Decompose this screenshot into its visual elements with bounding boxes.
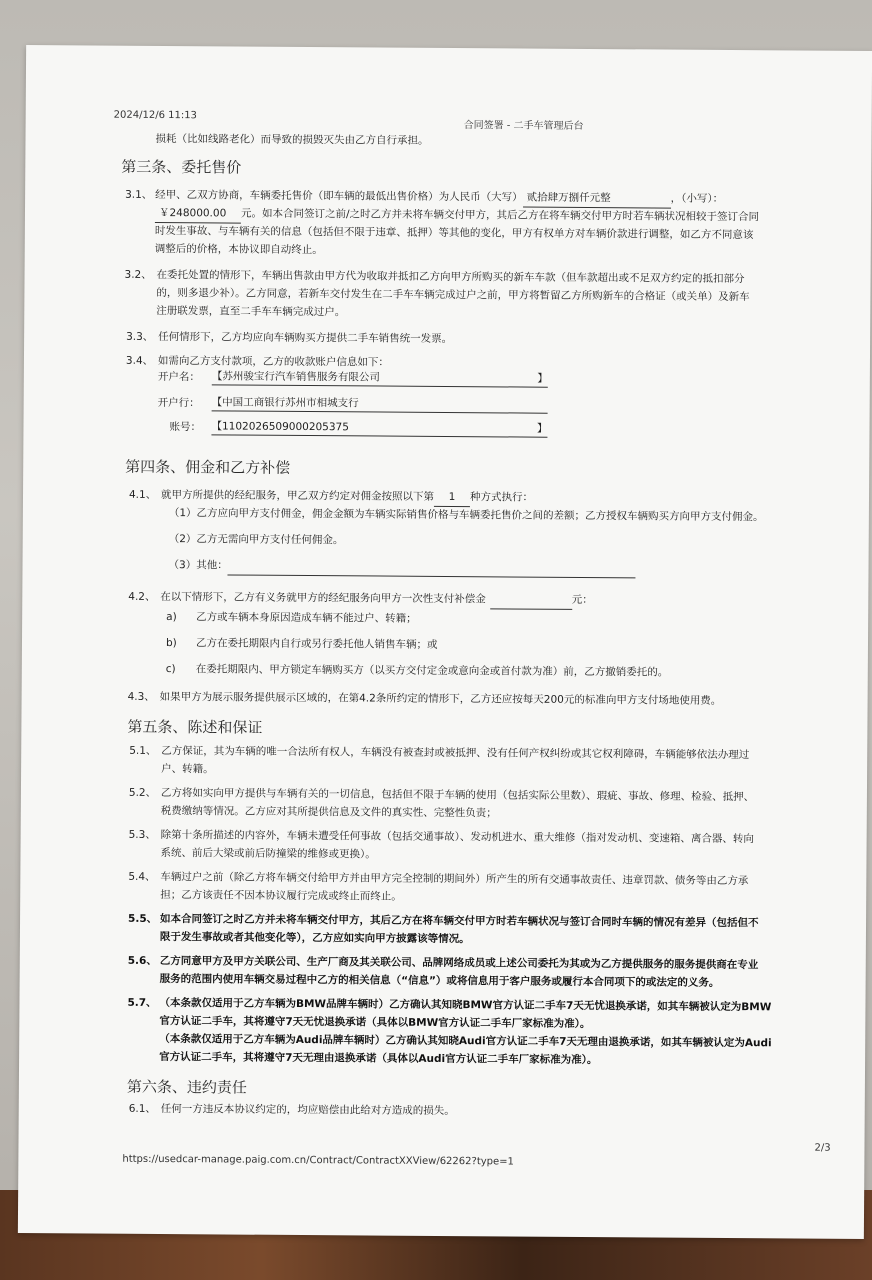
page-number: 2/3 <box>814 1142 831 1154</box>
account-name-value: 苏州骏宝行汽车销售服务有限公司 <box>222 370 380 384</box>
clause-3-2-number: 3.2、 <box>124 268 152 281</box>
commission-option-1: （1）乙方应向甲方支付佣金，佣金金额为车辆实际销售价格与车辆委托售价之间的差额；乙方授权车辆购买方向甲方支付佣金。 <box>168 507 764 524</box>
bank-field <box>212 394 548 413</box>
clause-3-1-line-3: 时发生事故、与车辆有关的信息（包括但不限于违章、抵押）等其他的变化，甲方有权单方对车辆价款进行调整，如乙方不同意该 <box>154 224 754 242</box>
clause-3-2-line-1: 在委托处置的情形下，车辆出售款由甲方代为收取并抵扣乙方向甲方所购买的新车车款（但车款超出或不足双方约定的抵扣部分 <box>156 268 745 286</box>
clause-3-4-line-1: 如需向乙方支付款项，乙方的收款账户信息如下： <box>157 354 389 369</box>
clause-4-2-c-label: c) <box>165 663 176 676</box>
bracket-open-icon: 【 <box>211 420 223 433</box>
clause-4-3-number: 4.3、 <box>127 690 155 703</box>
clause-5-1-line-1: 乙方保证，其为车辆的唯一合法所有权人，车辆没有被查封或被抵押、没有任何产权纠纷或其它权利障碍，车辆能够依法办理过 <box>161 745 750 762</box>
intro-line: 损耗（比如线路老化）而导致的损毁灭失由乙方自行承担。 <box>155 132 429 147</box>
contract-page <box>18 45 872 1239</box>
clause-4-1-text-b: 种方式执行： <box>469 491 534 504</box>
commission-option-3-label: （3）其他： <box>168 559 228 572</box>
commission-option-2: （2）乙方无需向甲方支付任何佣金。 <box>168 533 344 547</box>
page-url[interactable]: https://usedcar-manage.paig.com.cn/Contract/ContractXXView/62262?type=1 <box>122 1153 514 1168</box>
account-number-value: 1102026509000205375 <box>221 420 349 434</box>
clause-4-2-text-a: 在以下情形下，乙方有义务就甲方的经纪服务向甲方一次性支付补偿金 <box>160 591 486 606</box>
clause-5-4-line-2: 担；乙方该责任不因本协议履行完成或终止而终止。 <box>160 889 402 903</box>
clause-5-5-number: 5.5、 <box>128 912 158 925</box>
clause-4-2-number: 4.2、 <box>128 590 156 603</box>
account-name-label: 开户名： <box>157 370 200 384</box>
bracket-open-icon: 【 <box>211 396 223 409</box>
amount-in-figures: ￥248000.00 <box>155 204 241 224</box>
bracket-close-icon: 】 <box>536 422 548 435</box>
section-6-title: 第六条、违约责任 <box>126 1077 247 1097</box>
clause-3-3-number: 3.3、 <box>126 330 154 343</box>
amount-in-words: 贰拾肆万捌仟元整 <box>523 189 671 209</box>
clause-3-3-line-1: 任何情形下，乙方均应向车辆购买方提供二手车销售统一发票。 <box>158 330 453 346</box>
account-name-field <box>212 368 548 387</box>
bracket-open-icon: 【 <box>211 370 223 383</box>
clause-5-4-number: 5.4、 <box>128 870 156 883</box>
clause-3-4-number: 3.4、 <box>125 354 154 367</box>
bank-value: 中国工商银行苏州市相城支行 <box>222 396 359 410</box>
section-5-title: 第五条、陈述和保证 <box>127 717 263 737</box>
clause-3-2-line-2: 的，则多退少补）。乙方同意，若新车交付发生在二手车车辆完成过户之前，甲方将暂留乙方所购新车的合格证（或关单）及新车 <box>156 286 750 304</box>
clause-3-1-line-4: 调整后的价格，本协议即自动终止。 <box>154 242 323 257</box>
print-page-title: 合同签署 - 二手车管理后台 <box>463 120 584 132</box>
clause-3-1-text-c: 元。如本合同签订之前/之时乙方并未将车辆交付甲方，其后乙方在将车辆交付甲方时若车辆状况相较于签订合同 <box>240 207 760 224</box>
clause-5-2-line-1: 乙方将如实向甲方提供与车辆有关的一切信息，包括但不限于车辆的使用（包括实际公里数）、瑕疵、事故、修理、检验、抵押、 <box>160 787 755 804</box>
section-3-title: 第三条、委托售价 <box>121 157 242 177</box>
clause-5-6-number: 5.6、 <box>127 954 157 967</box>
clause-4-3-line-1: 如果甲方为展示服务提供展示区域的，在第4.2条所约定的情形下，乙方还应按每天200元的标准向甲方支付场地使用费。 <box>159 691 722 707</box>
clause-5-6-line-2: 服务的范围内使用车辆交易过程中乙方的相关信息（“信息”）或将信息用于客户服务或履行本合同项下的或法定的义务。 <box>159 973 720 989</box>
clause-5-3-line-2: 系统、前后大梁或前后防撞梁的维修或更换）。 <box>160 847 376 861</box>
clause-4-2-b: 乙方在委托期限内自行或另行委托他人销售车辆；或 <box>195 637 438 651</box>
clause-3-2-line-3: 注册联发票，直至二手车车辆完成过户。 <box>156 304 346 319</box>
clause-5-2-line-2: 税费缴纳等情况。乙方应对其所提供信息及文件的真实性、完整性负责； <box>160 805 497 820</box>
clause-5-7-line-3: （本条款仅适用于乙方车辆为Audi品牌车辆时）乙方确认其知晓Audi官方认证二手车7天无理由退换承诺，如其车辆被认定为Audi <box>159 1033 772 1050</box>
clause-5-5-line-2: 限于发生事故或者其他变化等），乙方应如实向甲方披露该等情况。 <box>159 931 470 946</box>
clause-5-1-line-2: 户、转籍。 <box>161 763 214 776</box>
clause-4-2-a-label: a) <box>166 611 177 624</box>
clause-4-2-c: 在委托期限内、甲方锁定车辆购买方（以买方交付定金或意向金或首付款为准）前，乙方撤销委托的。 <box>195 663 669 679</box>
clause-5-6-line-1: 乙方同意甲方及甲方关联公司、生产厂商及其关联公司、品牌网络成员或上述公司委托为其或为乙方提供服务的服务提供商在专业 <box>159 955 759 972</box>
clause-3-1-number: 3.1、 <box>125 188 153 201</box>
clause-4-2-a: 乙方或车辆本身原因造成车辆不能过户、转籍； <box>196 611 417 625</box>
clause-5-5-line-1: 如本合同签订之时乙方并未将车辆交付甲方，其后乙方在将车辆交付甲方时若车辆状况与签订合同时车辆的情况有差异（包括但不 <box>160 913 759 930</box>
clause-5-2-number: 5.2、 <box>128 786 157 799</box>
commission-option-3 <box>168 556 635 578</box>
bracket-close-icon: 】 <box>537 372 548 385</box>
clause-3-1-text-a: 经甲、乙双方协商，车辆委托售价（即车辆的最低出售价格）为人民币（大写） <box>155 188 523 204</box>
account-number-label: 账号： <box>169 421 202 434</box>
clause-5-7-line-4: 官方认证二手车，其将遵守7天无理由退换承诺（具体以Audi官方认证二手车厂家标准为准）。 <box>159 1051 598 1067</box>
clause-4-1-number: 4.1、 <box>128 488 157 501</box>
clause-4-1-text-a: 就甲方所提供的经纪服务，甲乙双方约定对佣金按照以下第 <box>160 489 435 503</box>
clause-5-3-number: 5.3、 <box>128 828 156 841</box>
section-4-title: 第四条、佣金和乙方补偿 <box>125 457 291 477</box>
account-number-field <box>211 418 547 437</box>
print-timestamp: 2024/12/6 11:13 <box>113 109 197 122</box>
clause-4-2-line-1 <box>160 588 593 610</box>
clause-6-1-line-1: 任何一方违反本协议约定的，均应赔偿由此给对方造成的损失。 <box>160 1103 455 1118</box>
clause-5-1-number: 5.1、 <box>129 744 157 757</box>
clause-6-1-number: 6.1、 <box>128 1102 156 1115</box>
clause-5-7-line-1: （本条款仅适用于乙方车辆为BMW品牌车辆时）乙方确认其知晓BMW官方认证二手车7天无忧退换承诺，如其车辆被认定为BMW <box>159 997 772 1014</box>
clause-4-2-text-b: 元： <box>571 593 593 607</box>
clause-5-7-number: 5.7、 <box>127 996 157 1009</box>
clause-5-3-line-1: 除第十条所描述的内容外，车辆未遭受任何事故（包括交通事故）、发动机进水、重大维修（指对发动机、变速箱、离合器、转向 <box>160 829 754 846</box>
clause-4-2-b-label: b) <box>165 637 177 650</box>
commission-option: 1 <box>434 488 470 507</box>
clause-5-7-line-2: 官方认证二手车，其将遵守7天无忧退换承诺（具体以BMW官方认证二手车厂家标准为准）。 <box>159 1015 591 1031</box>
bank-label: 开户行： <box>157 396 200 410</box>
clause-5-4-line-1: 车辆过户之前（除乙方将车辆交付给甲方并由甲方完全控制的期间外）所产生的所有交通事故责任、违章罚款、债务等由乙方承 <box>160 871 749 888</box>
clause-3-1-text-b: ，（小写）： <box>670 192 724 205</box>
